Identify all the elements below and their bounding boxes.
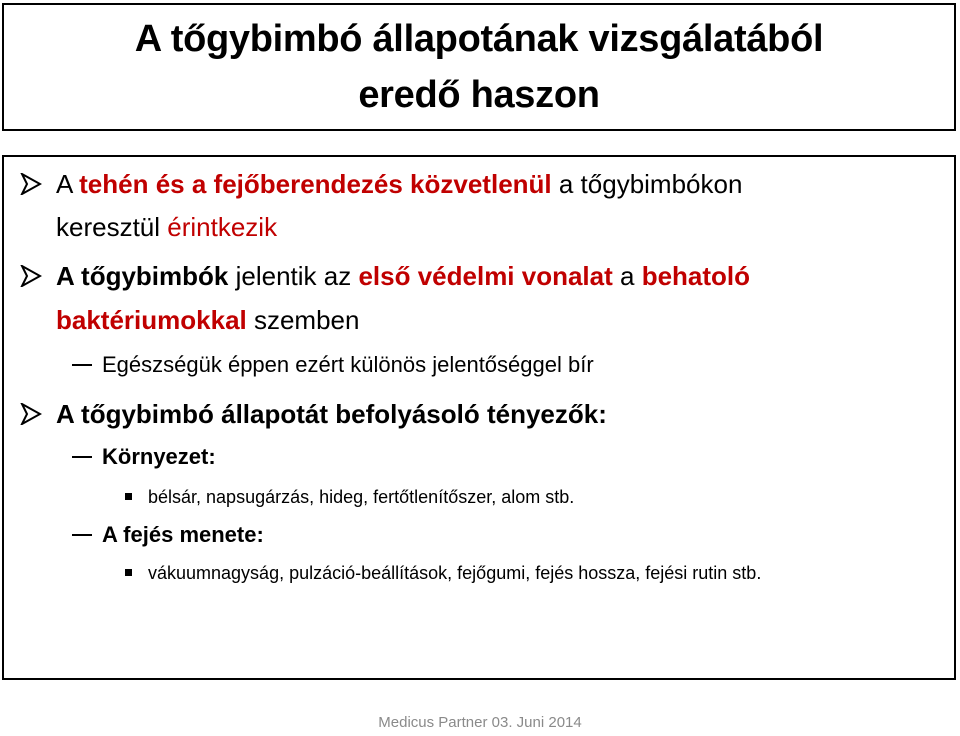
arrow-bullet-icon (20, 173, 42, 195)
bullet-2-line-2 (56, 298, 359, 342)
text-run: keresztül (56, 212, 168, 242)
footer: Medicus Partner 03. Juni 2014 (378, 714, 582, 731)
slide-title-line-2: eredő haszon (358, 74, 600, 116)
highlight-text: baktériumokkal (56, 305, 247, 335)
dash-bullet-icon (72, 456, 92, 458)
environment-label: Környezet: (102, 444, 216, 469)
text-run: szemben (246, 305, 360, 335)
dash-bullet-icon (72, 364, 92, 366)
milking-items: vákuumnagyság, pulzáció-beállítások, fejőgumi, fejés hossza, fejési rutin stb. (148, 563, 762, 583)
environment-items: bélsár, napsugárzás, hideg, fertőtlenítőszer, alom stb. (148, 487, 575, 507)
text-run: jelentik az (228, 261, 359, 291)
slide-title-line-1: A tőgybimbó állapotának vizsgálatából (134, 18, 824, 60)
bullet-2-sub: Egészségük éppen ezért különös jelentőséggel bír (102, 352, 594, 377)
square-bullet-icon (125, 569, 132, 576)
bullet-1-line-2 (56, 205, 277, 249)
highlight-text: tehén és a fejőberendezés közvetlenül (79, 169, 552, 199)
bullet-2-line-1 (56, 254, 750, 298)
highlight-text: első védelmi vonalat (358, 261, 613, 291)
highlight-text: behatoló (641, 261, 751, 291)
title-box (2, 3, 956, 131)
dash-bullet-icon (72, 534, 92, 536)
bullet-1-line-1 (56, 162, 742, 206)
text-run: a (612, 261, 642, 291)
text-run: A (56, 169, 80, 199)
highlight-text: érintkezik (167, 212, 278, 242)
arrow-bullet-icon (20, 265, 42, 287)
square-bullet-icon (125, 493, 132, 500)
bold-text: A tőgybimbók (56, 261, 229, 291)
milking-label: A fejés menete: (102, 522, 264, 547)
bullet-3: A tőgybimbó állapotát befolyásoló tényezők: (56, 399, 607, 429)
arrow-bullet-icon (20, 403, 42, 425)
text-run: a tőgybimbókon (551, 169, 743, 199)
content-box (2, 155, 956, 680)
